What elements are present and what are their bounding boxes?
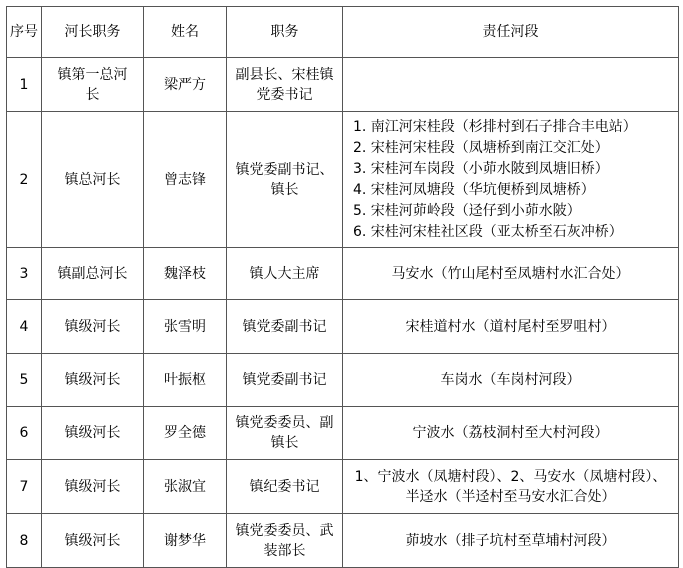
cell-seq: 8 bbox=[7, 514, 42, 568]
table-row bbox=[7, 112, 679, 248]
cell-name: 谢梦华 bbox=[144, 514, 227, 568]
table-row bbox=[7, 354, 679, 407]
cell-seq: 6 bbox=[7, 407, 42, 460]
list-item: 6. 宋桂河宋桂社区段（亚太桥至石灰冲桥） bbox=[353, 223, 623, 240]
table-row bbox=[7, 460, 679, 514]
cell-duty: 镇人大主席 bbox=[227, 248, 343, 300]
list-item: 5. 宋桂河茆岭段（迳仔到小茆水陂） bbox=[353, 202, 581, 219]
list-item: 4. 宋桂河凤塘段（华坑便桥到凤塘桥） bbox=[353, 181, 595, 198]
cell-role: 镇级河长 bbox=[42, 460, 144, 514]
cell-seq: 3 bbox=[7, 248, 42, 300]
cell-duty: 镇党委副书记 bbox=[227, 300, 343, 354]
cell-duty: 副县长、宋桂镇党委书记 bbox=[227, 58, 343, 112]
list-item: 2. 宋桂河宋桂段（凤塘桥到南江交汇处） bbox=[353, 139, 609, 156]
header-seq: 序号 bbox=[7, 7, 42, 58]
cell-role: 镇总河长 bbox=[42, 112, 144, 248]
table-row bbox=[7, 514, 679, 568]
table-row bbox=[7, 58, 679, 112]
cell-section bbox=[343, 58, 679, 112]
list-item: 3. 宋桂河车岗段（小茆水陂到凤塘旧桥） bbox=[353, 160, 609, 177]
list-item: 1. 南江河宋桂段（杉排村到石子排合丰电站） bbox=[353, 118, 637, 135]
cell-section: 马安水（竹山尾村至凤塘村水汇合处） bbox=[343, 248, 679, 300]
cell-seq: 5 bbox=[7, 354, 42, 407]
river-chief-table bbox=[6, 6, 679, 568]
cell-role: 镇级河长 bbox=[42, 354, 144, 407]
cell-name: 张雪明 bbox=[144, 300, 227, 354]
cell-role: 镇级河长 bbox=[42, 514, 144, 568]
cell-role: 镇级河长 bbox=[42, 300, 144, 354]
cell-seq: 4 bbox=[7, 300, 42, 354]
header-row bbox=[7, 7, 679, 58]
header-name: 姓名 bbox=[144, 7, 227, 58]
cell-duty: 镇党委副书记 bbox=[227, 354, 343, 407]
table-row bbox=[7, 300, 679, 354]
cell-duty: 镇纪委书记 bbox=[227, 460, 343, 514]
cell-duty: 镇党委副书记、镇长 bbox=[227, 112, 343, 248]
cell-name: 罗全德 bbox=[144, 407, 227, 460]
cell-name: 叶振枢 bbox=[144, 354, 227, 407]
cell-section: 车岗水（车岗村河段） bbox=[343, 354, 679, 407]
cell-name: 魏泽枝 bbox=[144, 248, 227, 300]
cell-name: 张淑宜 bbox=[144, 460, 227, 514]
header-section: 责任河段 bbox=[343, 7, 679, 58]
table-row bbox=[7, 407, 679, 460]
cell-seq: 7 bbox=[7, 460, 42, 514]
cell-role: 镇级河长 bbox=[42, 407, 144, 460]
cell-section: 茆坡水（排子坑村至草埔村河段） bbox=[343, 514, 679, 568]
section-list bbox=[343, 117, 678, 243]
cell-section-list bbox=[343, 112, 679, 248]
table-row bbox=[7, 248, 679, 300]
cell-role: 镇副总河长 bbox=[42, 248, 144, 300]
cell-duty: 镇党委委员、武装部长 bbox=[227, 514, 343, 568]
cell-section: 1、宁波水（凤塘村段）、2、马安水（凤塘村段）、半迳水（半迳村至马安水汇合处） bbox=[343, 460, 679, 514]
cell-section: 宁波水（荔枝洞村至大村河段） bbox=[343, 407, 679, 460]
cell-role: 镇第一总河长 bbox=[42, 58, 144, 112]
header-role: 河长职务 bbox=[42, 7, 144, 58]
cell-seq: 1 bbox=[7, 58, 42, 112]
cell-name: 曾志锋 bbox=[144, 112, 227, 248]
cell-section: 宋桂道村水（道村尾村至罗咀村） bbox=[343, 300, 679, 354]
cell-name: 梁严方 bbox=[144, 58, 227, 112]
header-duty: 职务 bbox=[227, 7, 343, 58]
cell-duty: 镇党委委员、副镇长 bbox=[227, 407, 343, 460]
cell-seq: 2 bbox=[7, 112, 42, 248]
